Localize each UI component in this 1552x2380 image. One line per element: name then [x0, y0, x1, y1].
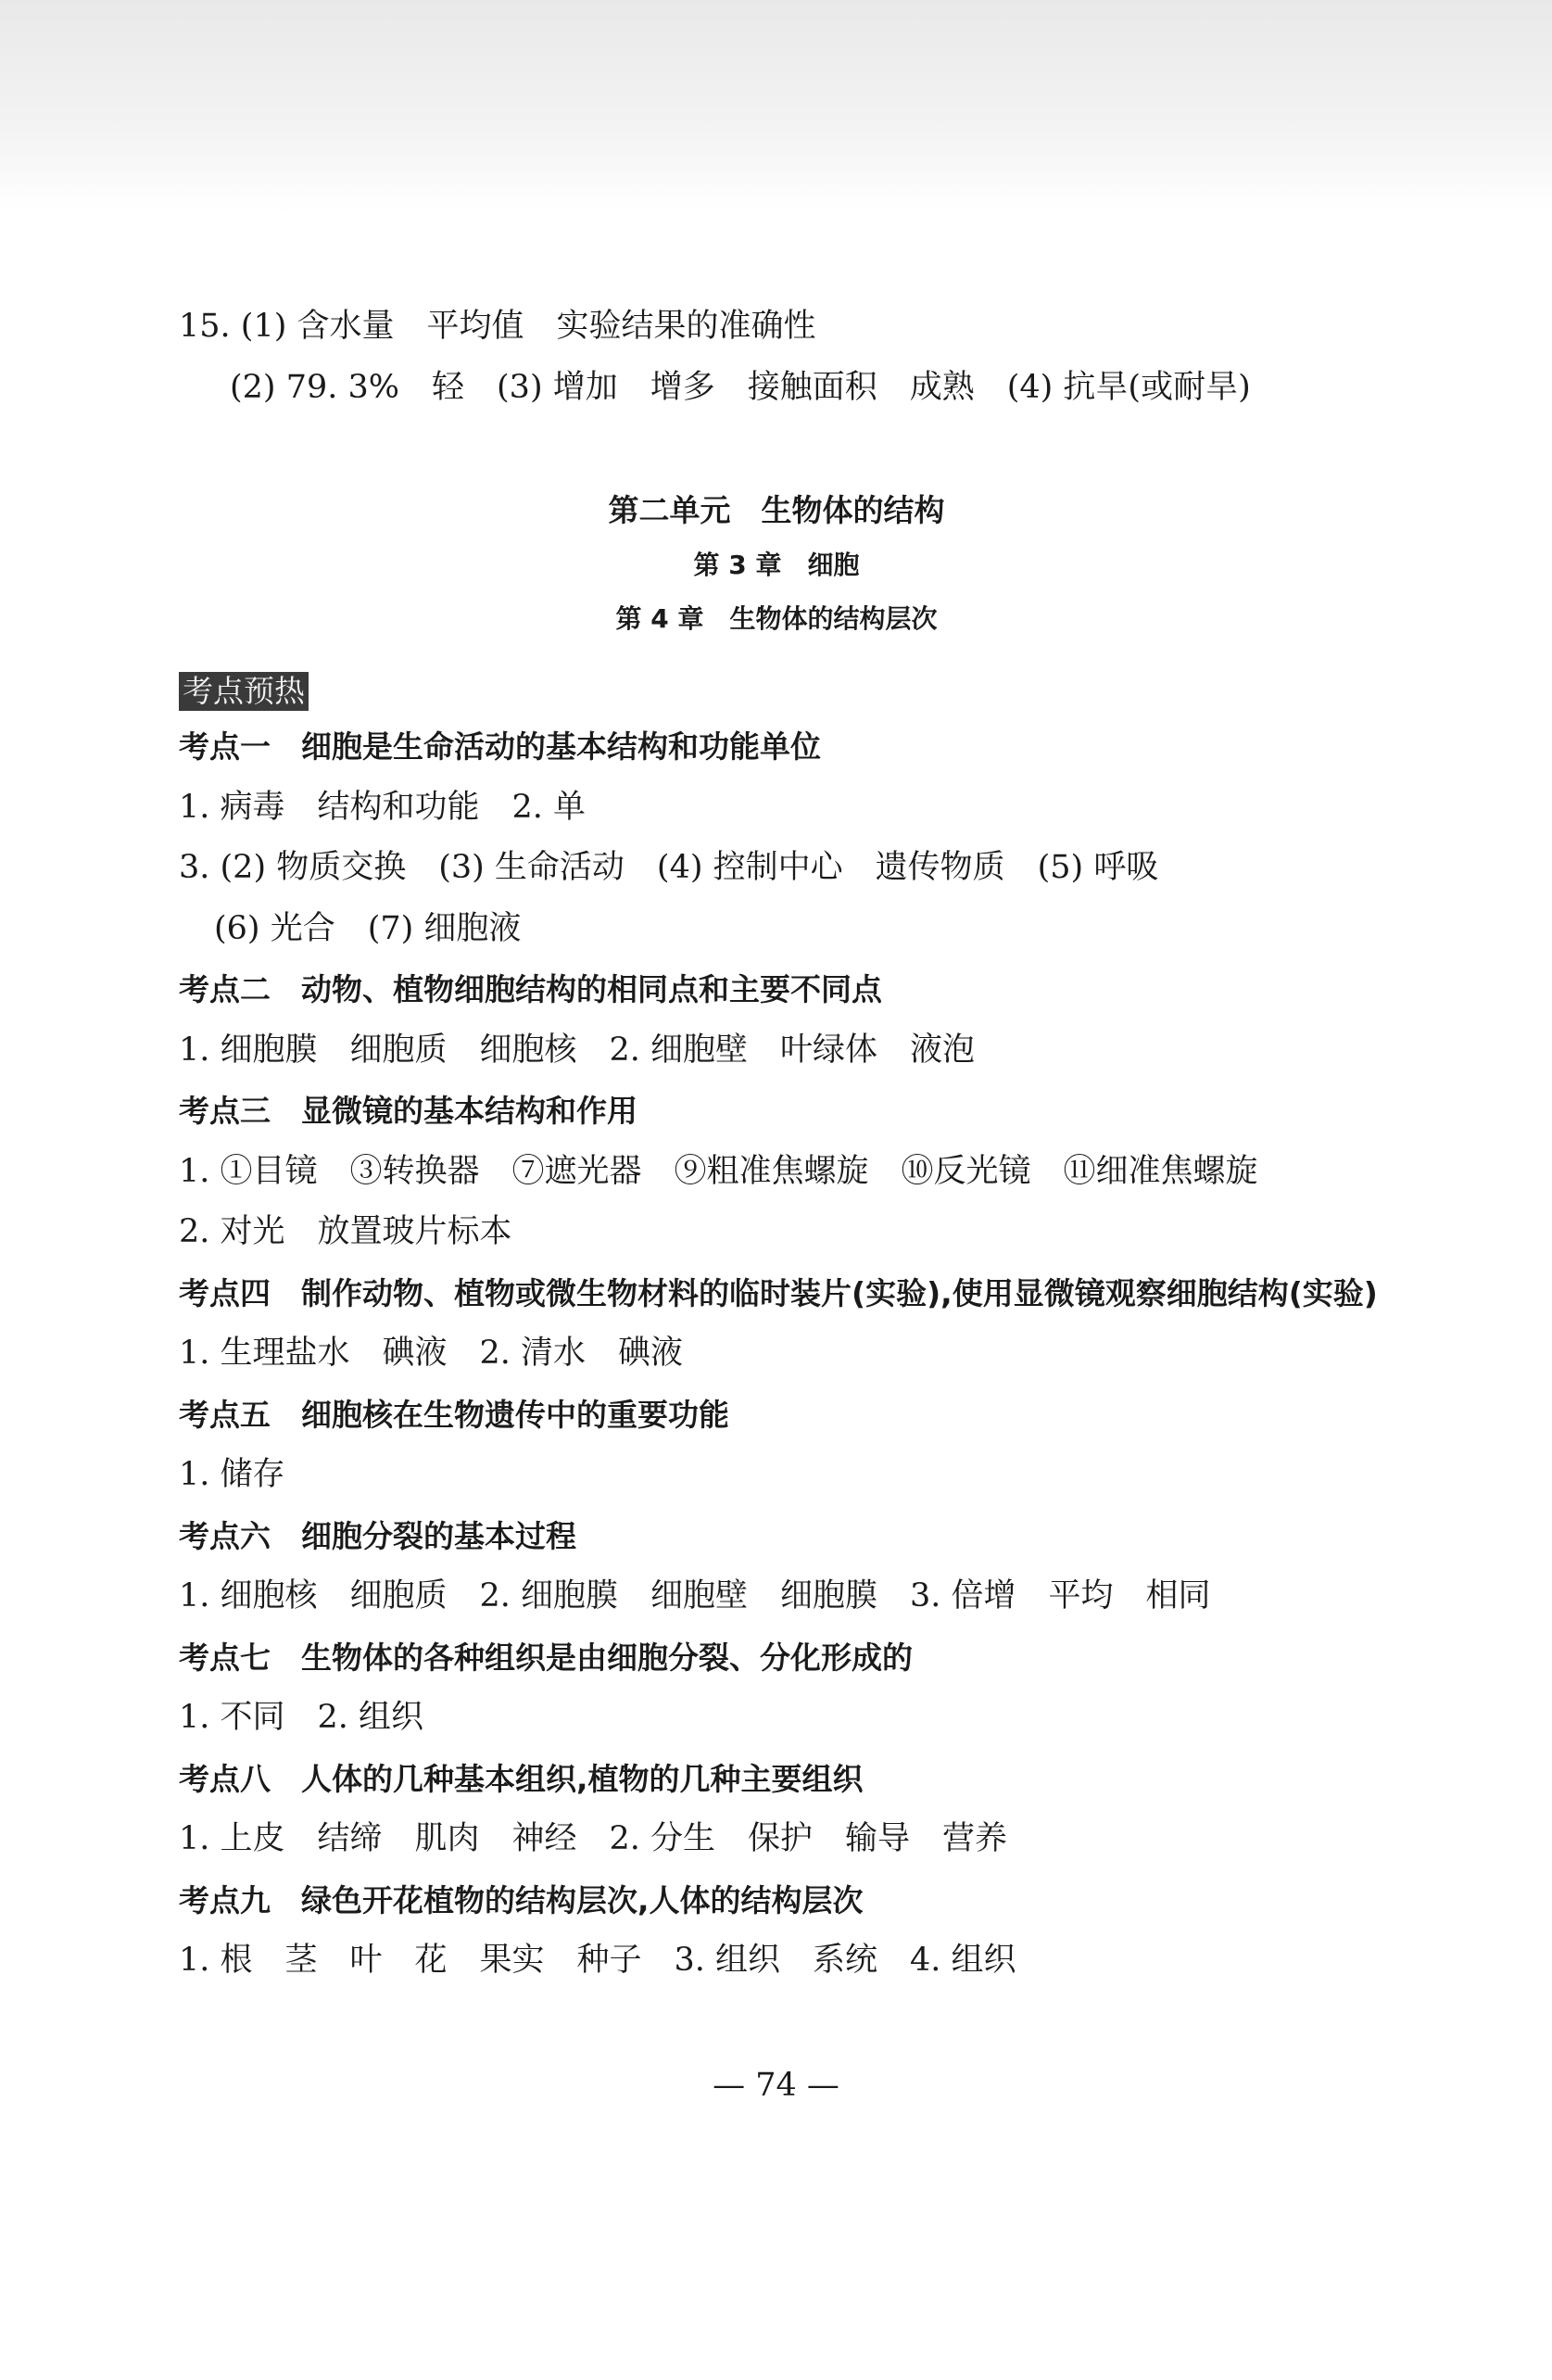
point-5-line-1: 1. 储存 [179, 1456, 285, 1493]
point-2-heading: 考点二 动物、植物细胞结构的相同点和主要不同点 [179, 971, 882, 1007]
q15-line2: (2) 79. 3% 轻 (3) 增加 增多 接触面积 成熟 (4) 抗旱(或耐旱) [230, 368, 1251, 406]
chapter-3-title: 第 3 章 细胞 [693, 550, 860, 580]
chapter-4-title: 第 4 章 生物体的结构层次 [615, 603, 938, 634]
page-number: — 74 — [713, 2067, 839, 2104]
point-1-heading: 考点一 细胞是生命活动的基本结构和功能单位 [179, 728, 821, 765]
point-5-heading: 考点五 细胞核在生物遗传中的重要功能 [179, 1396, 729, 1433]
point-1-line-3: (6) 光合 (7) 细胞液 [214, 909, 522, 947]
point-4-line-1: 1. 生理盐水 碘液 2. 清水 碘液 [179, 1335, 684, 1372]
point-6-heading: 考点六 细胞分裂的基本过程 [179, 1517, 576, 1554]
point-8-line-1: 1. 上皮 结缔 肌肉 神经 2. 分生 保护 输导 营养 [179, 1820, 1008, 1857]
scan-shadow [0, 0, 1552, 213]
unit-title: 第二单元 生物体的结构 [608, 492, 945, 528]
point-4-heading: 考点四 制作动物、植物或微生物材料的临时装片(实验),使用显微镜观察细胞结构(实验) [179, 1274, 1378, 1311]
point-9-heading: 考点九 绿色开花植物的结构层次,人体的结构层次 [179, 1881, 864, 1918]
point-1-line-2: 3. (2) 物质交换 (3) 生命活动 (4) 控制中心 遗传物质 (5) 呼吸 [179, 849, 1159, 886]
point-8-heading: 考点八 人体的几种基本组织,植物的几种主要组织 [179, 1760, 864, 1797]
q15-line1: 15. (1) 含水量 平均值 实验结果的准确性 [179, 308, 816, 345]
point-9-line-1: 1. 根 茎 叶 花 果实 种子 3. 组织 系统 4. 组织 [179, 1942, 1016, 1979]
answer-page [179, 297, 1411, 1992]
point-7-line-1: 1. 不同 2. 组织 [179, 1699, 424, 1736]
point-2-line-1: 1. 细胞膜 细胞质 细胞核 2. 细胞壁 叶绿体 液泡 [179, 1031, 976, 1069]
section-tag: 考点预热 [179, 672, 309, 711]
point-7-heading: 考点七 生物体的各种组织是由细胞分裂、分化形成的 [179, 1639, 913, 1676]
point-6-line-1: 1. 细胞核 细胞质 2. 细胞膜 细胞壁 细胞膜 3. 倍增 平均 相同 [179, 1577, 1211, 1614]
point-1-line-1: 1. 病毒 结构和功能 2. 单 [179, 788, 587, 826]
point-3-line-1: 1. ①目镜 ③转换器 ⑦遮光器 ⑨粗准焦螺旋 ⑩反光镜 ⑪细准焦螺旋 [179, 1152, 1258, 1190]
point-3-heading: 考点三 显微镜的基本结构和作用 [179, 1093, 637, 1129]
point-3-line-2: 2. 对光 放置玻片标本 [179, 1213, 512, 1250]
